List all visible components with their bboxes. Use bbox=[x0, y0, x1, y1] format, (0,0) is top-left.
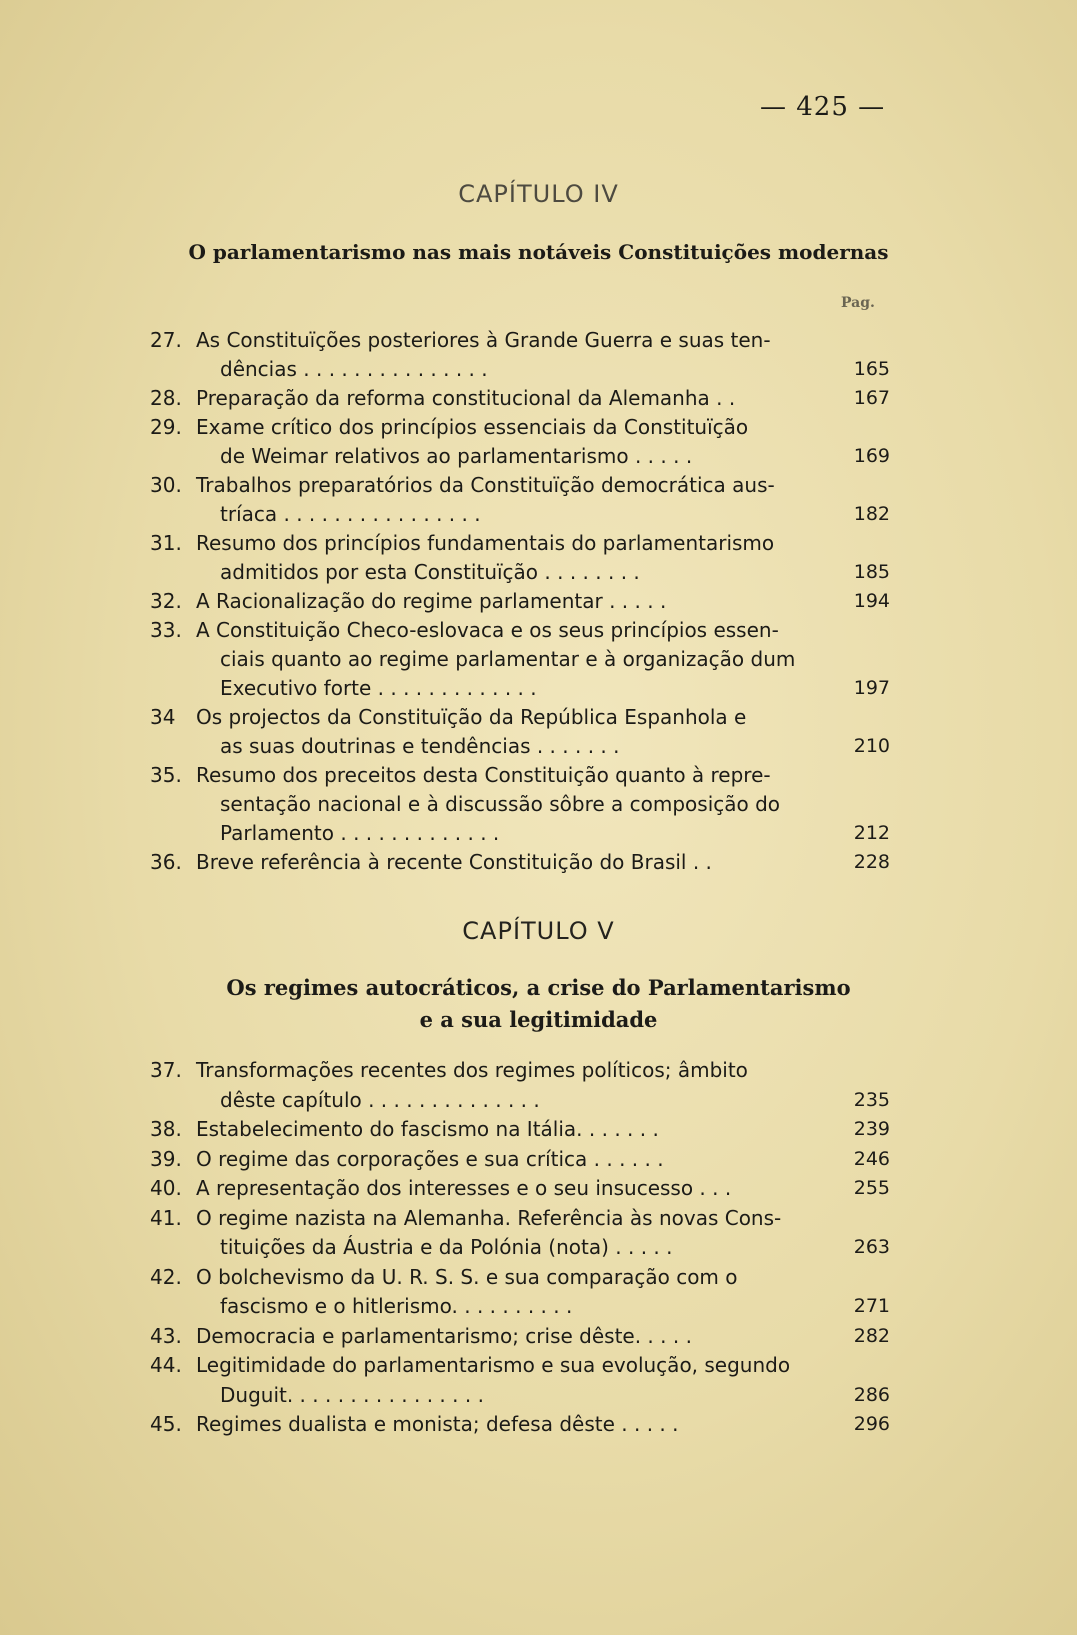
toc-entry bbox=[150, 1204, 890, 1263]
chapter-iv-title: O parlamentarismo nas mais notáveis Constituições modernas bbox=[188, 240, 889, 264]
entry-text: Transformações recentes dos regimes políticos; âmbito bbox=[196, 1058, 748, 1082]
entry-continuation: Executivo forte . . . . . . . . . . . . . bbox=[220, 676, 537, 700]
toc-entry bbox=[150, 1410, 890, 1440]
entry-continuation: fascismo e o hitlerismo. . . . . . . . . . bbox=[220, 1294, 573, 1318]
page-column-label: Pag. bbox=[841, 295, 875, 311]
entry-text: Resumo dos preceitos desta Constituição quanto à repre- bbox=[196, 763, 771, 787]
entry-page: 235 bbox=[853, 1088, 890, 1111]
entry-text: Democracia e parlamentarismo; crise dêste. . . . . bbox=[196, 1323, 692, 1348]
toc-entry bbox=[150, 587, 890, 616]
entry-page: 197 bbox=[853, 677, 890, 699]
entry-page: 271 bbox=[853, 1295, 890, 1317]
chapter-iv-heading: CAPÍTULO IV bbox=[458, 180, 619, 208]
entry-page: 239 bbox=[853, 1118, 890, 1140]
toc-entry bbox=[150, 703, 890, 761]
entry-number: 37. bbox=[150, 1058, 182, 1082]
entry-text: O regime nazista na Alemanha. Referência às novas Cons- bbox=[196, 1205, 782, 1230]
entry-continuation: de Weimar relativos ao parlamentarismo . . . . . bbox=[220, 444, 693, 468]
entry-text: Legitimidade do parlamentarismo e sua evolução, segundo bbox=[196, 1353, 791, 1377]
entry-number: 35. bbox=[150, 763, 182, 787]
entry-page: 165 bbox=[853, 358, 890, 380]
entry-number: 32. bbox=[150, 589, 182, 613]
entry-continuation: Duguit. . . . . . . . . . . . . . . . bbox=[220, 1382, 484, 1407]
entry-number: 39. bbox=[150, 1146, 182, 1171]
toc-entry bbox=[150, 848, 890, 877]
entry-page: 246 bbox=[853, 1147, 890, 1170]
entry-text: As Constituïções posteriores à Grande Guerra e suas ten- bbox=[196, 328, 771, 352]
entry-page: 255 bbox=[853, 1177, 890, 1199]
entry-page: 169 bbox=[853, 445, 890, 467]
entry-text: Preparação da reforma constitucional da Alemanha . . bbox=[196, 386, 736, 410]
entry-number: 34 bbox=[150, 705, 176, 729]
entry-continuation: Parlamento . . . . . . . . . . . . . bbox=[220, 821, 500, 845]
entry-text: O bolchevismo da U. R. S. S. e sua comparação com o bbox=[196, 1264, 738, 1289]
toc-entry bbox=[150, 1263, 890, 1322]
chapter-v-title-line: e a sua legitimidade bbox=[419, 1007, 658, 1032]
entry-continuation: as suas doutrinas e tendências . . . . . . . bbox=[220, 734, 620, 758]
entry-continuation: tituições da Áustria e da Polónia (nota) . . . . . bbox=[220, 1235, 673, 1259]
page-number: — 425 — bbox=[760, 92, 886, 122]
chapter-v-heading: CAPÍTULO V bbox=[462, 917, 615, 945]
entry-number: 45. bbox=[150, 1412, 182, 1436]
entry-page: 263 bbox=[853, 1236, 890, 1258]
entry-number: 30. bbox=[150, 473, 182, 497]
entry-text: A representação dos interesses e o seu insucesso . . . bbox=[196, 1176, 732, 1200]
chapter-iv-contents bbox=[150, 326, 890, 877]
chapter-v-contents bbox=[150, 1056, 890, 1440]
toc-entry bbox=[150, 1115, 890, 1145]
chapter-v-title bbox=[0, 972, 1077, 1036]
toc-entry bbox=[150, 384, 890, 413]
toc-entry bbox=[150, 529, 890, 587]
toc-entry bbox=[150, 1174, 890, 1204]
entry-page: 228 bbox=[853, 851, 890, 873]
toc-entry bbox=[150, 1351, 890, 1410]
entry-continuation: admitidos por esta Constituïção . . . . . . . . bbox=[220, 560, 640, 584]
entry-page: 286 bbox=[853, 1383, 890, 1406]
entry-continuation: sentação nacional e à discussão sôbre a composição do bbox=[220, 792, 781, 816]
entry-number: 36. bbox=[150, 850, 182, 874]
entry-text: Resumo dos princípios fundamentais do parlamentarismo bbox=[196, 531, 775, 555]
toc-entry bbox=[150, 1145, 890, 1175]
entry-text: Exame crítico dos princípios essenciais da Constituïção bbox=[196, 415, 749, 439]
entry-text: Breve referência à recente Constituição do Brasil . . bbox=[196, 850, 712, 874]
entry-number: 43. bbox=[150, 1323, 182, 1348]
toc-entry bbox=[150, 413, 890, 471]
entry-number: 28. bbox=[150, 386, 182, 410]
entry-number: 33. bbox=[150, 618, 182, 642]
entry-page: 212 bbox=[853, 822, 890, 844]
toc-entry bbox=[150, 326, 890, 384]
entry-number: 31. bbox=[150, 531, 182, 555]
entry-page: 194 bbox=[853, 590, 890, 612]
entry-number: 29. bbox=[150, 415, 182, 439]
entry-number: 40. bbox=[150, 1176, 182, 1200]
entry-number: 38. bbox=[150, 1117, 182, 1141]
entry-text: O regime das corporações e sua crítica . . . . . . bbox=[196, 1146, 664, 1171]
entry-page: 185 bbox=[853, 561, 890, 583]
entry-continuation: tríaca . . . . . . . . . . . . . . . . bbox=[220, 502, 481, 526]
entry-text: A Constituição Checo-eslovaca e os seus princípios essen- bbox=[196, 618, 779, 642]
entry-text: A Racionalização do regime parlamentar . . . . . bbox=[196, 589, 667, 613]
entry-text: Regimes dualista e monista; defesa dêste . . . . . bbox=[196, 1412, 679, 1436]
entry-page: 282 bbox=[853, 1324, 890, 1347]
entry-number: 44. bbox=[150, 1353, 182, 1377]
entry-number: 41. bbox=[150, 1205, 182, 1230]
toc-entry bbox=[150, 1056, 890, 1115]
entry-number: 42. bbox=[150, 1264, 182, 1289]
entry-text: Trabalhos preparatórios da Constituïção democrática aus- bbox=[196, 473, 775, 497]
entry-page: 167 bbox=[853, 387, 890, 409]
entry-continuation: dências . . . . . . . . . . . . . . . bbox=[220, 357, 488, 381]
entry-text: Os projectos da Constituïção da República Espanhola e bbox=[196, 705, 747, 729]
toc-entry bbox=[150, 761, 890, 848]
entry-page: 182 bbox=[853, 503, 890, 525]
toc-entry bbox=[150, 1322, 890, 1352]
entry-text: Estabelecimento do fascismo na Itália. . . . . . . bbox=[196, 1117, 659, 1141]
entry-continuation: ciais quanto ao regime parlamentar e à organização dum bbox=[220, 647, 796, 671]
toc-entry bbox=[150, 471, 890, 529]
entry-continuation: dêste capítulo . . . . . . . . . . . . . . bbox=[220, 1087, 540, 1112]
entry-page: 210 bbox=[853, 735, 890, 757]
entry-number: 27. bbox=[150, 328, 182, 352]
chapter-v-title-line: Os regimes autocráticos, a crise do Parlamentarismo bbox=[226, 975, 851, 1000]
entry-page: 296 bbox=[853, 1413, 890, 1435]
toc-entry bbox=[150, 616, 890, 703]
